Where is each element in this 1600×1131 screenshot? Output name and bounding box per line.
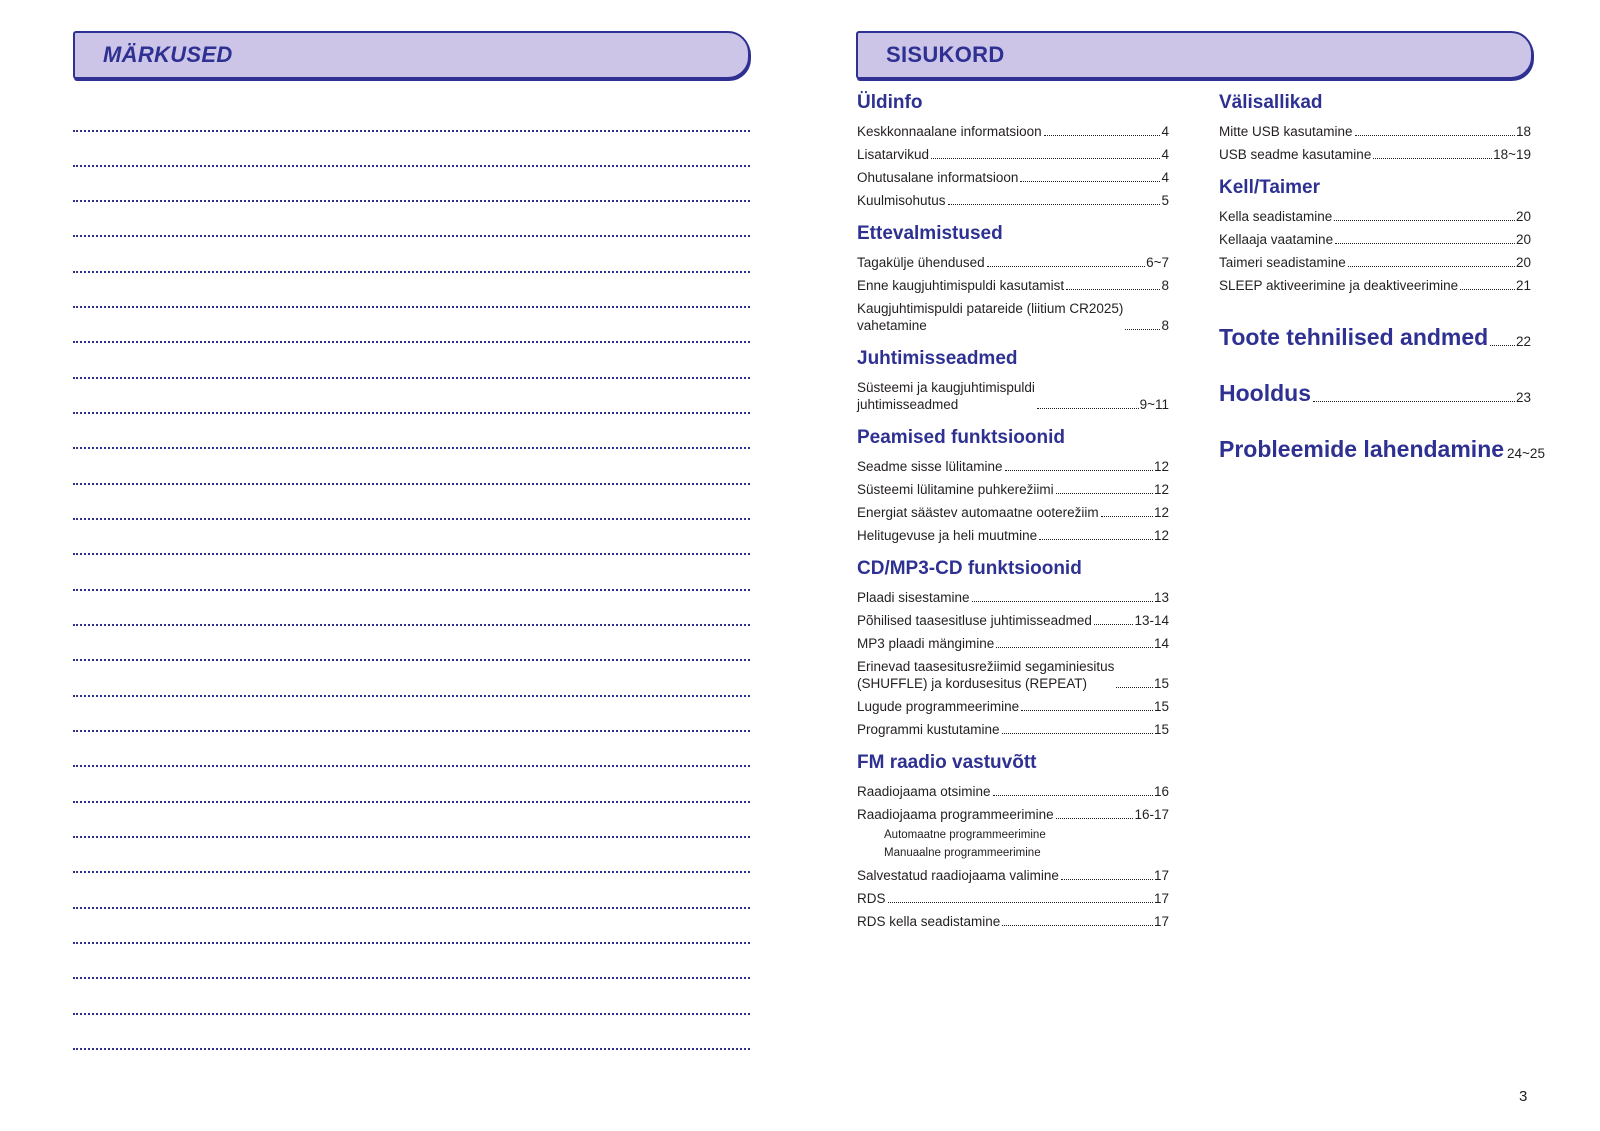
toc-entry[interactable] bbox=[1219, 231, 1531, 248]
notes-title: MÄRKUSED bbox=[103, 42, 233, 67]
entry-page: 20 bbox=[1515, 232, 1531, 247]
entry-label: Lugude programmeerimine bbox=[857, 699, 1020, 714]
entry-label: Raadiojaama otsimine bbox=[857, 784, 991, 799]
toc-entry[interactable] bbox=[857, 458, 1169, 475]
entry-label: Seadme sisse lülitamine bbox=[857, 459, 1003, 474]
toc-entry[interactable] bbox=[857, 192, 1169, 209]
entry-label: Erinevad taasesitusrežiimid segaminiesitus (SHUFFLE) ja kordusesitus (REPEAT) bbox=[857, 659, 1115, 691]
entry-label: RDS kella seadistamine bbox=[857, 914, 1001, 929]
entry-page: 15 bbox=[1153, 676, 1169, 691]
entry-page: 4 bbox=[1161, 170, 1169, 185]
note-line bbox=[73, 553, 750, 555]
entry-label: Helitugevuse ja heli muutmine bbox=[857, 528, 1038, 543]
note-line bbox=[73, 235, 750, 237]
toc-entry[interactable] bbox=[857, 527, 1169, 544]
entry-page: 4 bbox=[1161, 147, 1169, 162]
entry-label: Salvestatud raadiojaama valimine bbox=[857, 868, 1059, 883]
entry-page: 22 bbox=[1515, 334, 1531, 349]
note-line bbox=[73, 518, 750, 520]
section-title: Üldinfo bbox=[857, 92, 923, 113]
entry-page: 14 bbox=[1153, 636, 1169, 651]
note-line bbox=[73, 589, 750, 591]
entry-page: 9~11 bbox=[1139, 397, 1169, 412]
contents-header bbox=[856, 31, 1533, 79]
contents-title: SISUKORD bbox=[886, 42, 1005, 67]
entry-page: 16 bbox=[1153, 784, 1169, 799]
toc-entry[interactable] bbox=[857, 721, 1169, 738]
entry-page: 12 bbox=[1153, 528, 1169, 543]
toc-section bbox=[1219, 177, 1531, 294]
entry-page: 6~7 bbox=[1146, 255, 1169, 270]
entry-label: Tagakülje ühendused bbox=[857, 255, 985, 270]
toc-section bbox=[857, 92, 1169, 209]
entry-label: Programmi kustutamine bbox=[857, 722, 1000, 737]
toc-entry[interactable] bbox=[857, 277, 1169, 294]
entry-page: 8 bbox=[1161, 318, 1169, 333]
entry-page: 15 bbox=[1153, 699, 1169, 714]
note-line bbox=[73, 447, 750, 449]
note-line bbox=[73, 1048, 750, 1050]
note-line bbox=[73, 130, 750, 132]
entry-label: Enne kaugjuhtimispuldi kasutamist bbox=[857, 278, 1065, 293]
note-line bbox=[73, 836, 750, 838]
note-line bbox=[73, 730, 750, 732]
toc-section bbox=[857, 348, 1169, 413]
section-title: Välisallikad bbox=[1219, 92, 1323, 113]
toc-subitem[interactable]: Manuaalne programmeerimine bbox=[884, 847, 1041, 859]
entry-label: Taimeri seadistamine bbox=[1219, 255, 1346, 270]
entry-page: 12 bbox=[1153, 459, 1169, 474]
entry-label: Plaadi sisestamine bbox=[857, 590, 970, 605]
note-line bbox=[73, 907, 750, 909]
note-line bbox=[73, 765, 750, 767]
entry-label: Ohutusalane informatsioon bbox=[857, 170, 1019, 185]
toc-section bbox=[857, 558, 1169, 738]
toc-major-entry[interactable] bbox=[1219, 436, 1545, 462]
note-line bbox=[73, 200, 750, 202]
note-line bbox=[73, 1013, 750, 1015]
section-title: CD/MP3-CD funktsioonid bbox=[857, 558, 1082, 579]
toc-entry[interactable] bbox=[857, 806, 1169, 823]
toc-entry[interactable] bbox=[857, 481, 1169, 498]
entry-page: 20 bbox=[1515, 255, 1531, 270]
note-line bbox=[73, 977, 750, 979]
entry-label: Kellaaja vaatamine bbox=[1219, 232, 1334, 247]
toc-column-2 bbox=[1219, 92, 1545, 462]
entry-label: Süsteemi lülitamine puhkerežiimi bbox=[857, 482, 1054, 497]
page-number: 3 bbox=[1519, 1088, 1528, 1105]
entry-page: 17 bbox=[1153, 868, 1169, 883]
major-entry-label: Hooldus bbox=[1219, 380, 1311, 406]
entry-page: 24~25 bbox=[1507, 446, 1545, 461]
notes-header bbox=[73, 31, 750, 79]
toc-entry[interactable] bbox=[857, 783, 1169, 800]
entry-page: 4 bbox=[1161, 124, 1169, 139]
toc-subitems bbox=[857, 826, 1169, 862]
toc-entry[interactable] bbox=[1219, 208, 1531, 225]
entry-page: 5 bbox=[1161, 193, 1169, 208]
entry-label: Keskkonnaalane informatsioon bbox=[857, 124, 1042, 139]
entry-page: 20 bbox=[1515, 209, 1531, 224]
entry-page: 17 bbox=[1153, 891, 1169, 906]
section-title: Ettevalmistused bbox=[857, 223, 1003, 244]
note-line bbox=[73, 306, 750, 308]
entry-page: 23 bbox=[1515, 390, 1531, 405]
entry-label: Mitte USB kasutamine bbox=[1219, 124, 1353, 139]
toc-entry[interactable] bbox=[1219, 254, 1531, 271]
entry-label: RDS bbox=[857, 891, 886, 906]
toc-section bbox=[1219, 92, 1531, 163]
toc-entry[interactable] bbox=[857, 254, 1169, 271]
toc-entry[interactable] bbox=[857, 123, 1169, 140]
entry-label: Lisatarvikud bbox=[857, 147, 930, 162]
entry-label: Kuulmisohutus bbox=[857, 193, 946, 208]
major-entry-label: Probleemide lahendamine bbox=[1219, 436, 1505, 462]
toc-entry[interactable] bbox=[857, 867, 1169, 884]
toc-entry[interactable] bbox=[857, 504, 1169, 521]
note-line bbox=[73, 165, 750, 167]
toc-section bbox=[857, 427, 1169, 544]
section-title: FM raadio vastuvõtt bbox=[857, 752, 1037, 773]
entry-page: 18 bbox=[1515, 124, 1531, 139]
toc-entry[interactable] bbox=[857, 300, 1169, 334]
section-title: Peamised funktsioonid bbox=[857, 427, 1065, 448]
entry-label: Raadiojaama programmeerimine bbox=[857, 807, 1054, 822]
note-line bbox=[73, 942, 750, 944]
toc-entry[interactable] bbox=[857, 589, 1169, 606]
entry-page: 16-17 bbox=[1134, 807, 1169, 822]
note-line bbox=[73, 624, 750, 626]
toc-entry[interactable] bbox=[857, 698, 1169, 715]
toc-entry[interactable] bbox=[1219, 146, 1531, 163]
entry-page: 12 bbox=[1153, 482, 1169, 497]
toc-major-entry[interactable] bbox=[1219, 324, 1531, 350]
note-line bbox=[73, 483, 750, 485]
toc-entry[interactable] bbox=[857, 146, 1169, 163]
toc-entry[interactable] bbox=[1219, 277, 1531, 294]
note-line bbox=[73, 412, 750, 414]
toc-entry[interactable] bbox=[857, 379, 1169, 413]
toc-section bbox=[857, 752, 1169, 930]
entry-label: Kaugjuhtimispuldi patareide (liitium CR2025) vahetamine bbox=[857, 301, 1124, 333]
entry-page: 21 bbox=[1515, 278, 1531, 293]
entry-label: Energiat säästev automaatne ooterežiim bbox=[857, 505, 1099, 520]
section-title: Kell/Taimer bbox=[1219, 177, 1321, 198]
entry-page: 12 bbox=[1153, 505, 1169, 520]
toc-entry[interactable] bbox=[1219, 123, 1531, 140]
entry-page: 13 bbox=[1153, 590, 1169, 605]
note-line bbox=[73, 377, 750, 379]
major-entry-label: Toote tehnilised andmed bbox=[1219, 324, 1489, 350]
note-line bbox=[73, 271, 750, 273]
entry-label: USB seadme kasutamine bbox=[1219, 147, 1372, 162]
toc-column-1 bbox=[857, 92, 1169, 944]
section-title: Juhtimisseadmed bbox=[857, 348, 1018, 369]
note-line bbox=[73, 695, 750, 697]
note-line bbox=[73, 659, 750, 661]
note-line bbox=[73, 341, 750, 343]
entry-label: Kella seadistamine bbox=[1219, 209, 1333, 224]
toc-entry[interactable] bbox=[857, 913, 1169, 930]
entry-label: Süsteemi ja kaugjuhtimispuldi juhtimisseadmed bbox=[857, 380, 1035, 412]
toc-section bbox=[857, 223, 1169, 334]
entry-page: 8 bbox=[1161, 278, 1169, 293]
toc-entry[interactable] bbox=[857, 635, 1169, 652]
toc-entry[interactable] bbox=[857, 612, 1169, 629]
toc-entry[interactable] bbox=[857, 890, 1169, 907]
entry-label: Põhilised taasesitluse juhtimisseadmed bbox=[857, 613, 1092, 628]
note-line bbox=[73, 871, 750, 873]
entry-page: 15 bbox=[1153, 722, 1169, 737]
entry-label: MP3 plaadi mängimine bbox=[857, 636, 995, 651]
note-line bbox=[73, 801, 750, 803]
toc-entry[interactable] bbox=[857, 169, 1169, 186]
entry-page: 18~19 bbox=[1493, 147, 1531, 162]
toc-major-entry[interactable] bbox=[1219, 380, 1531, 406]
toc-subitem[interactable]: Automaatne programmeerimine bbox=[884, 829, 1046, 841]
entry-page: 17 bbox=[1153, 914, 1169, 929]
entry-page: 13-14 bbox=[1134, 613, 1169, 628]
entry-label: SLEEP aktiveerimine ja deaktiveerimine bbox=[1219, 278, 1459, 293]
toc-entry[interactable] bbox=[857, 658, 1169, 692]
